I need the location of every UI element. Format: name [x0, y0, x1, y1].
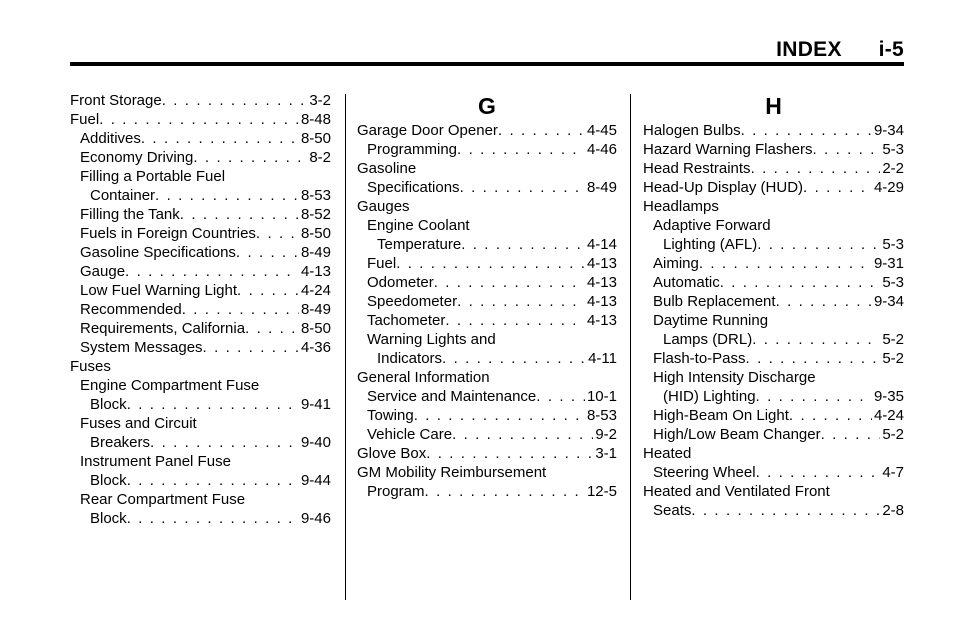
index-entry-page: 4-13	[300, 263, 331, 280]
dot-leader	[803, 178, 872, 197]
dot-leader	[752, 330, 880, 349]
dot-leader	[452, 425, 593, 444]
index-entry-page: 4-7	[882, 464, 904, 481]
index-entry	[70, 319, 331, 338]
dot-leader	[756, 463, 881, 482]
index-entry-page: 10-1	[586, 388, 617, 405]
index-entry-page: 2-8	[882, 502, 904, 519]
index-entry	[643, 273, 904, 292]
index-entry	[643, 121, 904, 140]
dot-leader	[414, 406, 585, 425]
index-entry-page: 4-29	[873, 179, 904, 196]
index-entry	[643, 254, 904, 273]
dot-leader	[756, 387, 872, 406]
index-entry-term: Economy Driving	[80, 149, 194, 166]
dot-leader	[720, 273, 881, 292]
dot-leader	[434, 273, 585, 292]
index-entry-term: System Messages	[80, 339, 203, 356]
index-entry-page: 8-48	[300, 111, 331, 128]
index-entry	[357, 197, 617, 216]
index-entry-page: 8-2	[309, 149, 331, 166]
page-header-title: INDEX i-5	[776, 38, 904, 61]
index-entry	[357, 444, 617, 463]
index-entry-term: High Intensity Discharge	[653, 369, 816, 386]
index-entry	[357, 254, 617, 273]
dot-leader	[127, 395, 299, 414]
index-entry	[643, 140, 904, 159]
index-entry-term: Block	[90, 472, 127, 489]
index-entry-term: Tachometer	[367, 312, 446, 329]
index-entry-page: 8-53	[300, 187, 331, 204]
index-entry	[357, 330, 617, 349]
index-entry-page: 9-34	[873, 122, 904, 139]
dot-leader	[751, 159, 881, 178]
index-entry-term: Hazard Warning Flashers	[643, 141, 813, 158]
dot-leader	[256, 224, 299, 243]
index-entry-term: Warning Lights and	[367, 331, 496, 348]
index-entry-page: 5-3	[882, 141, 904, 158]
dot-leader	[691, 501, 880, 520]
index-entry	[643, 406, 904, 425]
index-entry-page: 5-2	[882, 350, 904, 367]
index-column-2	[357, 91, 617, 501]
index-entry-term: Instrument Panel Fuse	[80, 453, 231, 470]
index-entry	[70, 433, 331, 452]
index-entry-page: 4-11	[588, 350, 617, 367]
index-entry-term: Recommended	[80, 301, 182, 318]
index-entry	[70, 205, 331, 224]
index-entry-term: Breakers	[90, 434, 151, 451]
index-entry	[70, 91, 331, 110]
index-entry-term: Flash-to-Pass	[653, 350, 746, 367]
dot-leader	[150, 433, 299, 452]
index-entry-term: Odometer	[367, 274, 434, 291]
index-entry-page: 8-52	[300, 206, 331, 223]
dot-leader	[741, 121, 872, 140]
dot-leader	[180, 205, 299, 224]
index-entry-page: 4-14	[586, 236, 617, 253]
index-entry	[357, 216, 617, 235]
index-entry-page: 5-3	[882, 236, 904, 253]
index-entry-term: Lamps (DRL)	[663, 331, 753, 348]
dot-leader	[821, 425, 881, 444]
dot-leader	[127, 509, 299, 528]
index-column-3	[643, 91, 904, 520]
index-entry	[70, 395, 331, 414]
index-entry-page: 9-40	[300, 434, 331, 451]
index-entry-page: 4-13	[586, 293, 617, 310]
index-entry-term: Glove Box	[357, 445, 427, 462]
dot-leader	[460, 178, 585, 197]
index-entry-page: 8-49	[586, 179, 617, 196]
index-entry	[70, 357, 331, 376]
dot-leader	[776, 292, 872, 311]
index-entry-term: Headlamps	[643, 198, 719, 215]
index-entry-term: Garage Door Opener	[357, 122, 498, 139]
index-entry-page: 4-36	[300, 339, 331, 356]
index-entry-page: 4-13	[586, 312, 617, 329]
index-entry	[643, 159, 904, 178]
section-letter: G	[478, 93, 496, 119]
index-entry-page: 4-24	[300, 282, 331, 299]
index-entry	[357, 292, 617, 311]
index-entry-term: Vehicle Care	[367, 426, 453, 443]
dot-leader	[182, 300, 299, 319]
index-entry	[643, 235, 904, 254]
index-entry	[643, 368, 904, 387]
index-entry-page: 8-53	[586, 407, 617, 424]
dot-leader	[699, 254, 872, 273]
dot-leader	[457, 292, 585, 311]
index-entry-page: 8-50	[300, 130, 331, 147]
index-entry-term: Heated	[643, 445, 692, 462]
index-entry	[357, 235, 617, 254]
index-entry-page: 3-1	[595, 445, 617, 462]
index-entry-term: High/Low Beam Changer	[653, 426, 821, 443]
index-entry	[643, 330, 904, 349]
column-divider-2	[630, 94, 631, 600]
index-entry	[643, 349, 904, 368]
index-entry-page: 5-3	[882, 274, 904, 291]
index-entry-term: Gauge	[80, 263, 126, 280]
index-entry	[643, 425, 904, 444]
index-entry-term: Towing	[367, 407, 414, 424]
index-entry-term: Lighting (AFL)	[663, 236, 758, 253]
index-entry	[357, 349, 617, 368]
index-entry-term: Fuel	[70, 111, 100, 128]
index-entry-term: Daytime Running	[653, 312, 769, 329]
index-entry	[70, 338, 331, 357]
index-entry	[70, 490, 331, 509]
dot-leader	[445, 311, 585, 330]
index-entry-term: Head Restraints	[643, 160, 751, 177]
index-entry-term: Service and Maintenance	[367, 388, 537, 405]
index-entry-page: 9-35	[873, 388, 904, 405]
dot-leader	[789, 406, 872, 425]
index-entry-page: 4-13	[586, 274, 617, 291]
dot-leader	[125, 262, 299, 281]
index-entry-page: 2-2	[882, 160, 904, 177]
index-entry	[643, 501, 904, 520]
index-entry-page: 8-50	[300, 225, 331, 242]
index-entry	[643, 463, 904, 482]
page-header	[70, 36, 904, 62]
section-letter: H	[765, 93, 782, 119]
column-divider-1	[345, 94, 346, 600]
index-entry-term: Head-Up Display (HUD)	[643, 179, 804, 196]
index-entry-term: GM Mobility Reimbursement	[357, 464, 547, 481]
index-entry-page: 4-45	[586, 122, 617, 139]
index-entry-term: Indicators	[377, 350, 443, 367]
index-entry-page: 9-31	[873, 255, 904, 272]
index-entry-page: 4-13	[586, 255, 617, 272]
index-entry	[70, 452, 331, 471]
index-entry-term: High-Beam On Light	[653, 407, 789, 424]
index-entry	[643, 311, 904, 330]
index-entry-term: Fuses	[70, 358, 111, 375]
dot-leader	[498, 121, 585, 140]
index-entry	[357, 311, 617, 330]
index-entry-term: Fuels in Foreign Countries	[80, 225, 256, 242]
index-entry-term: Speedometer	[367, 293, 458, 310]
header-rule	[70, 62, 904, 66]
index-entry-term: Block	[90, 396, 127, 413]
index-entry	[643, 482, 904, 501]
index-entry	[643, 444, 904, 463]
index-entry-page: 3-2	[309, 92, 331, 109]
index-entry	[70, 262, 331, 281]
index-entry-page: 4-24	[873, 407, 904, 424]
dot-leader	[536, 387, 585, 406]
index-entry	[357, 140, 617, 159]
index-entry-page: 5-2	[882, 331, 904, 348]
index-entry	[70, 281, 331, 300]
index-entry	[643, 292, 904, 311]
index-entry	[357, 121, 617, 140]
dot-leader	[813, 140, 881, 159]
index-entry-term: Seats	[653, 502, 692, 519]
index-entry-term: Steering Wheel	[653, 464, 756, 481]
index-entry	[357, 368, 617, 387]
dot-leader	[237, 281, 299, 300]
index-entry-term: Aiming	[653, 255, 699, 272]
dot-leader	[746, 349, 881, 368]
index-entry	[70, 471, 331, 490]
index-entry-term: Engine Compartment Fuse	[80, 377, 260, 394]
index-entry	[357, 387, 617, 406]
index-entry-term: Gasoline	[357, 160, 417, 177]
index-entry-term: Fuses and Circuit	[80, 415, 197, 432]
index-column-1	[70, 91, 331, 528]
index-entry	[357, 425, 617, 444]
index-entry-term: Specifications	[367, 179, 460, 196]
index-entry-term: Additives	[80, 130, 141, 147]
index-entry-page: 8-49	[300, 301, 331, 318]
index-entry	[70, 224, 331, 243]
dot-leader	[99, 110, 299, 129]
index-entry-term: Filling a Portable Fuel	[80, 168, 226, 185]
dot-leader	[203, 338, 299, 357]
index-entry	[70, 376, 331, 395]
index-entry	[357, 159, 617, 178]
index-entry-term: General Information	[357, 369, 490, 386]
index-entry	[357, 463, 617, 482]
dot-leader	[155, 186, 299, 205]
index-entry	[357, 482, 617, 501]
dot-leader	[162, 91, 308, 110]
dot-leader	[457, 140, 585, 159]
index-entry-term: Programming	[367, 141, 458, 158]
index-entry-page: 4-46	[586, 141, 617, 158]
index-entry	[357, 273, 617, 292]
index-entry	[357, 178, 617, 197]
index-entry	[643, 387, 904, 406]
index-entry-term: Rear Compartment Fuse	[80, 491, 246, 508]
index-entry-term: Temperature	[377, 236, 462, 253]
index-entry-page: 9-41	[300, 396, 331, 413]
dot-leader	[193, 148, 307, 167]
index-entry	[643, 216, 904, 235]
index-entry-term: Block	[90, 510, 127, 527]
dot-leader	[426, 444, 593, 463]
index-entry	[643, 197, 904, 216]
index-entry-term: Program	[367, 483, 425, 500]
index-entry	[70, 110, 331, 129]
index-entry-page: 12-5	[586, 483, 617, 500]
index-entry-term: Front Storage	[70, 92, 162, 109]
index-entry	[357, 406, 617, 425]
dot-leader	[442, 349, 586, 368]
index-entry-page: 9-34	[873, 293, 904, 310]
dot-leader	[757, 235, 880, 254]
dot-leader	[141, 129, 299, 148]
index-entry-page: 5-2	[882, 426, 904, 443]
index-entry-term: Engine Coolant	[367, 217, 470, 234]
index-entry-term: Fuel	[367, 255, 397, 272]
index-entry-page: 8-50	[300, 320, 331, 337]
index-entry-term: Bulb Replacement	[653, 293, 776, 310]
dot-leader	[425, 482, 585, 501]
dot-leader	[245, 319, 299, 338]
index-entry	[70, 167, 331, 186]
index-entry	[70, 148, 331, 167]
index-entry-term: Filling the Tank	[80, 206, 180, 223]
index-entry-term: Halogen Bulbs	[643, 122, 741, 139]
index-entry-term: Automatic	[653, 274, 720, 291]
index-entry-term: (HID) Lighting	[663, 388, 756, 405]
index-entry-term: Container	[90, 187, 156, 204]
index-entry-term: Requirements, California	[80, 320, 246, 337]
index-entry	[643, 178, 904, 197]
index-entry-term: Gasoline Specifications	[80, 244, 236, 261]
index-entry-term: Adaptive Forward	[653, 217, 771, 234]
index-entry	[70, 509, 331, 528]
index-entry-term: Low Fuel Warning Light	[80, 282, 238, 299]
index-entry-term: Gauges	[357, 198, 410, 215]
dot-leader	[461, 235, 585, 254]
index-entry	[70, 414, 331, 433]
index-entry	[70, 300, 331, 319]
index-entry-page: 9-2	[595, 426, 617, 443]
index-entry	[70, 186, 331, 205]
index-entry-term: Heated and Ventilated Front	[643, 483, 830, 500]
dot-leader	[127, 471, 299, 490]
index-entry	[70, 129, 331, 148]
index-entry	[70, 243, 331, 262]
index-entry-page: 9-44	[300, 472, 331, 489]
dot-leader	[236, 243, 299, 262]
index-entry-page: 8-49	[300, 244, 331, 261]
dot-leader	[396, 254, 585, 273]
index-entry-page: 9-46	[300, 510, 331, 527]
